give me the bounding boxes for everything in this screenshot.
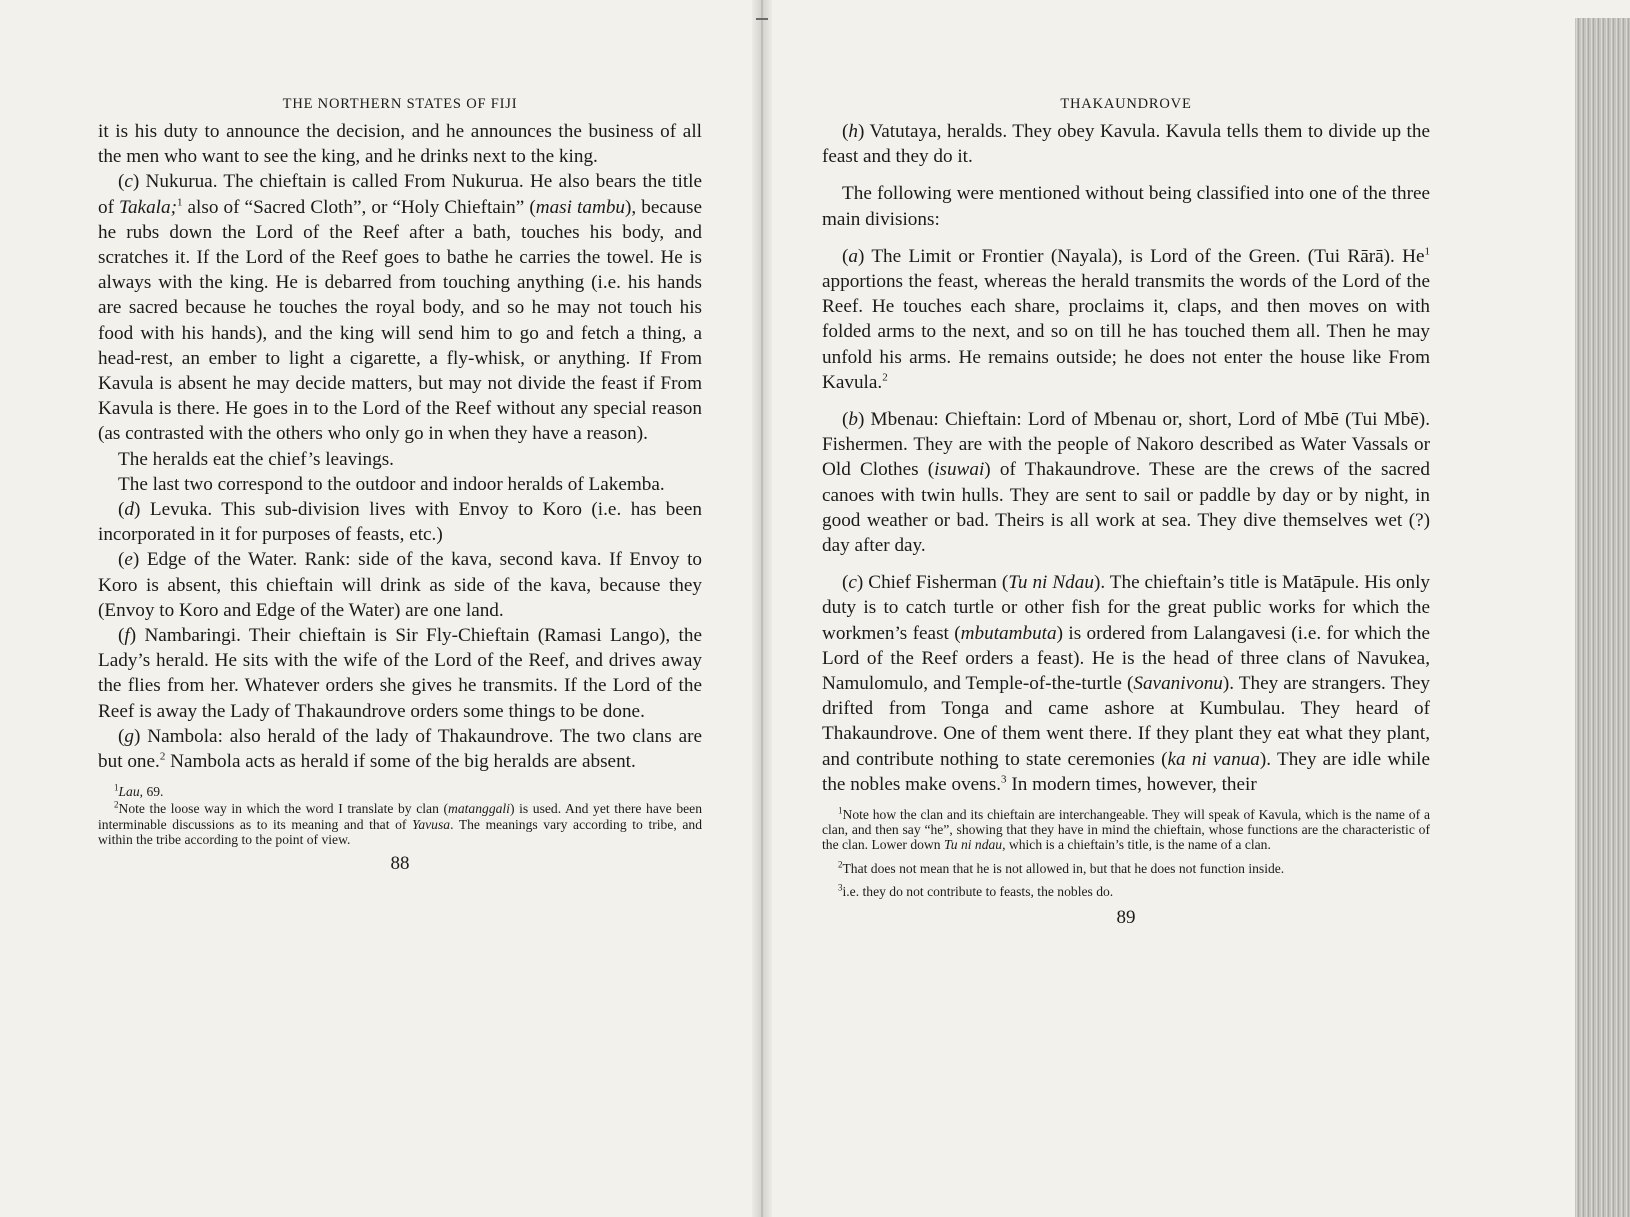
text-run: The heralds eat the chief’s leavings.: [118, 448, 394, 470]
italic-text: f: [124, 625, 130, 647]
italic-text: a: [848, 245, 858, 267]
italic-text: d: [124, 499, 134, 521]
right-running-head: THAKAUNDROVE: [1060, 96, 1192, 112]
left-running-head: THE NORTHERN STATES OF FIJI: [282, 96, 518, 112]
text-run: ) Nambola: also herald of the lady of Thakaundrove. The two clans are but one.: [98, 725, 702, 773]
paragraph: [98, 119, 702, 169]
right-page-body: [822, 119, 1430, 797]
book-gutter: [752, 0, 772, 1217]
text-run: The following were mentioned without being classified into one of the three main divisions:: [822, 183, 1430, 230]
right-footnotes: [822, 807, 1430, 899]
footnote-mark: 1: [114, 782, 119, 793]
paragraph: [822, 407, 1430, 558]
footnote: [822, 861, 1430, 876]
italic-text: e: [124, 549, 133, 571]
text-run: ). They are idle while the nobles make ovens.: [822, 748, 1430, 795]
text-run: ) Chief Fisherman (: [856, 572, 1009, 594]
italic-text: masi tambu: [535, 196, 626, 218]
text-run: (: [118, 549, 125, 571]
text-run: i.e. they do not contribute to feasts, the nobles do.: [842, 883, 1114, 899]
text-run: ) is used. And yet there have been interminable discussions as to its meaning and that of: [98, 801, 702, 832]
text-run: ) Levuka. This sub-division lives with Envoy to Koro (i.e. has been incorporated in it for purposes of feasts, etc.): [98, 499, 702, 546]
text-run: (: [842, 245, 849, 267]
italic-text: c: [124, 171, 133, 193]
text-run: apportions the feast, whereas the herald transmits the words of the Lord of the Reef. He touches each share, proclaims it, claps, and then moves on with folded arms to the next, and so on till he has touched them all. Then he may unfold his arms. He remains outside; he does not enter the house like From Kavula.: [822, 271, 1430, 393]
paragraph: [98, 724, 702, 774]
text-run: . The meanings vary according to tribe, and within the tribe according to the point of view.: [98, 816, 702, 847]
page-edge-strip: [1575, 18, 1630, 1217]
text-run: , which is a chieftain’s title, is the name of a clan.: [1002, 837, 1271, 853]
paragraph: [98, 169, 702, 446]
footnote: [822, 807, 1430, 853]
left-page: [98, 92, 702, 875]
italic-text: b: [848, 409, 858, 431]
italic-text: Yavusa: [412, 816, 451, 832]
footnote: [98, 784, 702, 799]
text-run: ), because he rubs down the Lord of the Reef after a bath, touches his body, and scratches it. If the Lord of the Reef goes to bathe he carries the towel. He is always with the king. He is debarred from touching anything (i.e. his hands are sacred because he touches the royal body, and so he may not touch his food with his hands), and the king will send him to go and fetch a thing, a head-rest, an ember to light a cigarette, a fly-whisk, or anything. If From Kavula is absent he may decide matters, but may not divide the feast if From Kavula is there. He goes in to the Lord of the Reef without any special reason (as contrasted with the others who only go in when they have a reason).: [98, 196, 702, 445]
paragraph: [822, 181, 1430, 231]
right-page-number: 89: [1116, 907, 1136, 929]
paragraph: [822, 570, 1430, 797]
text-run: it is his duty to announce the decision, and he announces the business of all the men who want to see the king, and he drinks next to the king.: [98, 121, 702, 168]
paragraph: [98, 497, 702, 547]
paragraph: [98, 623, 702, 724]
text-run: ) Vatutaya, heralds. They obey Kavula. Kavula tells them to divide up the feast and they do it.: [822, 121, 1430, 168]
footnote-ref: 3: [1001, 773, 1007, 786]
left-page-body: [98, 119, 702, 774]
text-run: , 69.: [139, 784, 164, 800]
footnote-ref: 2: [159, 750, 166, 763]
paragraph: [822, 119, 1430, 169]
text-run: Note how the clan and its chieftain are interchangeable. They will speak of Kavula, which is the name of a clan, and then say “he”, showing that they have in mind the chieftain, whose functions are the characteristic of the clan. Lower down: [822, 807, 1430, 853]
italic-text: isuwai: [934, 459, 985, 481]
text-run: (: [842, 572, 849, 594]
text-run: (: [118, 625, 125, 647]
text-run: ) Mbenau: Chieftain: Lord of Mbenau or, short, Lord of Mbē (Tui Mbē). Fishermen. They are with the people of Nakoro described as Water Vassals or Old Clothes (: [822, 409, 1430, 481]
footnote-mark: 3: [838, 882, 843, 893]
text-run: ). They are strangers. They drifted from Tonga and came ashore at Kumbulau. They heard of Thakaundrove. One of them went there. If they plant they eat what they plant, and contribute nothing to state ceremonies (: [822, 673, 1430, 770]
italic-text: ka ni vanua: [1167, 748, 1260, 770]
left-footnotes: [98, 784, 702, 847]
text-run: ) The Limit or Frontier (Nayala), is Lord of the Green. (Tui Rārā). He: [857, 245, 1425, 267]
footnote: [98, 801, 702, 847]
italic-text: g: [124, 725, 134, 747]
text-run: ) Nukurua. The chieftain is called From Nukurua. He also bears the title of: [98, 171, 702, 218]
text-run: ) is ordered from Lalangavesi (i.e. for which the Lord of the Reef orders a feast). He is the head of three clans of Navukea, Namulomulo, and Temple-of-the-turtle (: [822, 622, 1430, 695]
footnote-ref: 2: [882, 371, 888, 384]
text-run: (: [118, 171, 125, 193]
italic-text: mbutambuta: [960, 622, 1057, 644]
text-run: In modern times, however, their: [1006, 773, 1257, 795]
italic-text: c: [848, 572, 857, 594]
text-run: ) Nambaringi. Their chieftain is Sir Fly-Chieftain (Ramasi Lango), the Lady’s herald. He sits with the wife of the Lord of the Reef, and drives away the flies from her. Whatever orders she gives he transmits. If the Lord of the Reef is away the Lady of Thakaundrove orders some things to be done.: [98, 625, 702, 722]
italic-text: Tu ni ndau: [943, 837, 1003, 853]
footnote-mark: 1: [838, 805, 843, 816]
right-page: [822, 92, 1430, 929]
left-page-number: 88: [390, 853, 410, 875]
italic-text: Tu ni Ndau: [1008, 572, 1094, 594]
text-run: The last two correspond to the outdoor and indoor heralds of Lakemba.: [118, 473, 665, 495]
gutter-mark: [756, 18, 768, 20]
paragraph: [98, 472, 702, 497]
footnote-ref: 1: [1424, 245, 1430, 258]
text-run: ). The chieftain’s title is Matāpule. His only duty is to catch turtle or other fish for the great public works for which the workmen’s feast (: [822, 572, 1431, 644]
footnote-mark: 2: [838, 859, 843, 870]
italic-text: Lau: [118, 784, 140, 800]
text-run: ) of Thakaundrove. These are the crews of the sacred canoes with twin hulls. They are sent to sail or paddle by day or by night, in good weather or bad. Theirs is all work at sea. They dive themselves wet (?) day after day.: [822, 459, 1430, 557]
footnote-ref: 1: [176, 196, 183, 209]
text-run: ) Edge of the Water. Rank: side of the kava, second kava. If Envoy to Koro is absent, this chieftain will drink as side of the kava, because they (Envoy to Koro and Edge of the Water) are one land.: [98, 549, 702, 621]
paragraph: [98, 547, 702, 623]
text-run: (: [842, 409, 849, 431]
text-run: That does not mean that he is not allowed in, but that he does not function inside.: [842, 860, 1285, 876]
text-run: Note the loose way in which the word I translate by clan (: [118, 801, 449, 817]
paragraph: [822, 244, 1430, 395]
italic-text: matanggali: [448, 801, 510, 817]
footnote: [822, 884, 1430, 899]
italic-text: h: [848, 121, 858, 142]
text-run: also of “Sacred Cloth”, or “Holy Chieftain” (: [182, 196, 536, 218]
text-run: (: [118, 725, 125, 747]
italic-text: Savanivonu: [1133, 673, 1223, 695]
text-run: (: [842, 121, 849, 142]
italic-text: Takala;: [119, 196, 177, 218]
text-run: (: [118, 499, 125, 521]
footnote-mark: 2: [114, 799, 119, 810]
text-run: Nambola acts as herald if some of the big heralds are absent.: [165, 751, 636, 773]
paragraph: [98, 447, 702, 472]
